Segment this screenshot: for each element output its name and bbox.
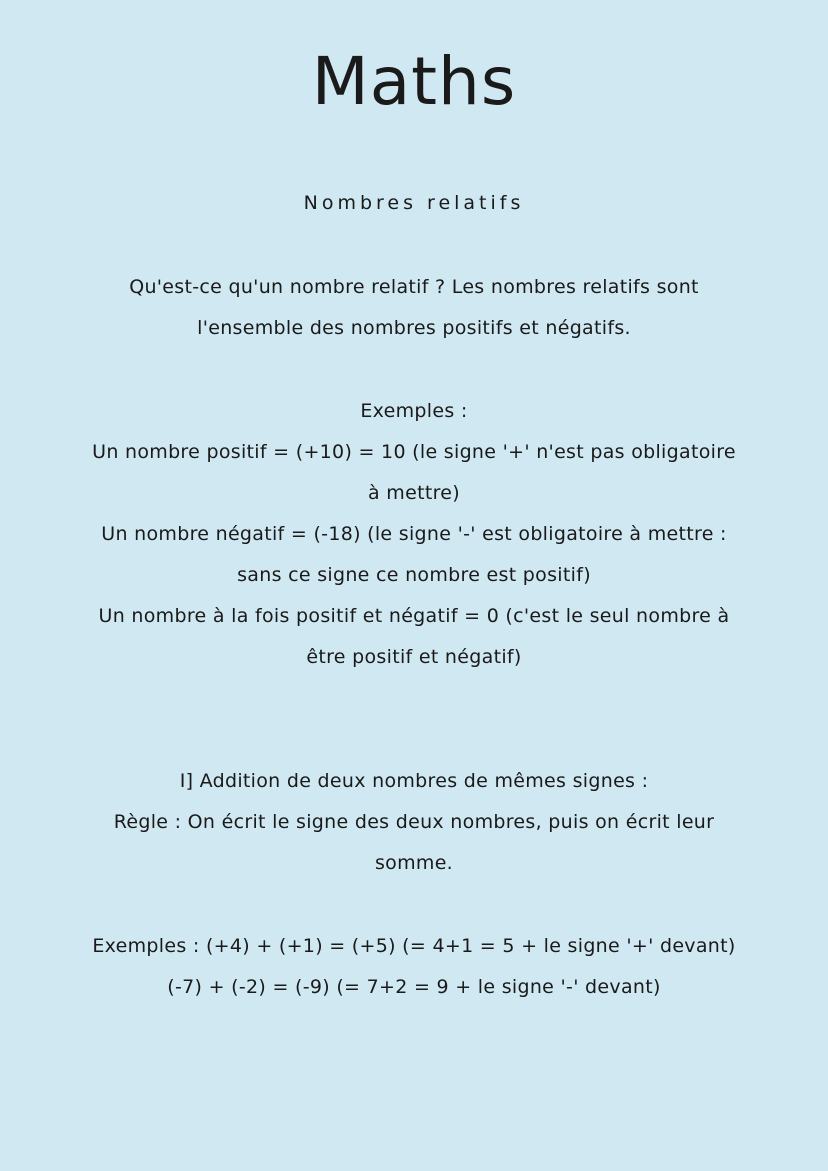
rule-line: somme. xyxy=(374,852,454,874)
section-heading: I] Addition de deux nombres de mêmes signes : xyxy=(179,770,649,792)
rule-line: Règle : On écrit le signe des deux nombres, puis on écrit leur xyxy=(113,811,715,833)
intro-line: Qu'est-ce qu'un nombre relatif ? Les nombres relatifs sont xyxy=(129,276,699,298)
addition-example-line: (-7) + (-2) = (-9) (= 7+2 = 9 + le signe '-' devant) xyxy=(167,976,661,998)
addition-example-line: Exemples : (+4) + (+1) = (+5) (= 4+1 = 5 + le signe '+' devant) xyxy=(92,935,736,957)
example-line: à mettre) xyxy=(368,482,460,504)
example-line: Un nombre positif = (+10) = 10 (le signe '+' n'est pas obligatoire xyxy=(92,441,736,463)
section-subtitle: Nombres relatifs xyxy=(303,192,525,214)
example-line: Un nombre négatif = (-18) (le signe '-' est obligatoire à mettre : xyxy=(101,523,727,545)
example-line: Un nombre à la fois positif et négatif = 0 (c'est le seul nombre à xyxy=(98,605,730,627)
examples-heading: Exemples : xyxy=(360,400,468,422)
page-title: Maths xyxy=(311,43,517,120)
example-line: être positif et négatif) xyxy=(306,646,522,668)
intro-line: l'ensemble des nombres positifs et négatifs. xyxy=(197,317,631,339)
example-line: sans ce signe ce nombre est positif) xyxy=(237,564,591,586)
